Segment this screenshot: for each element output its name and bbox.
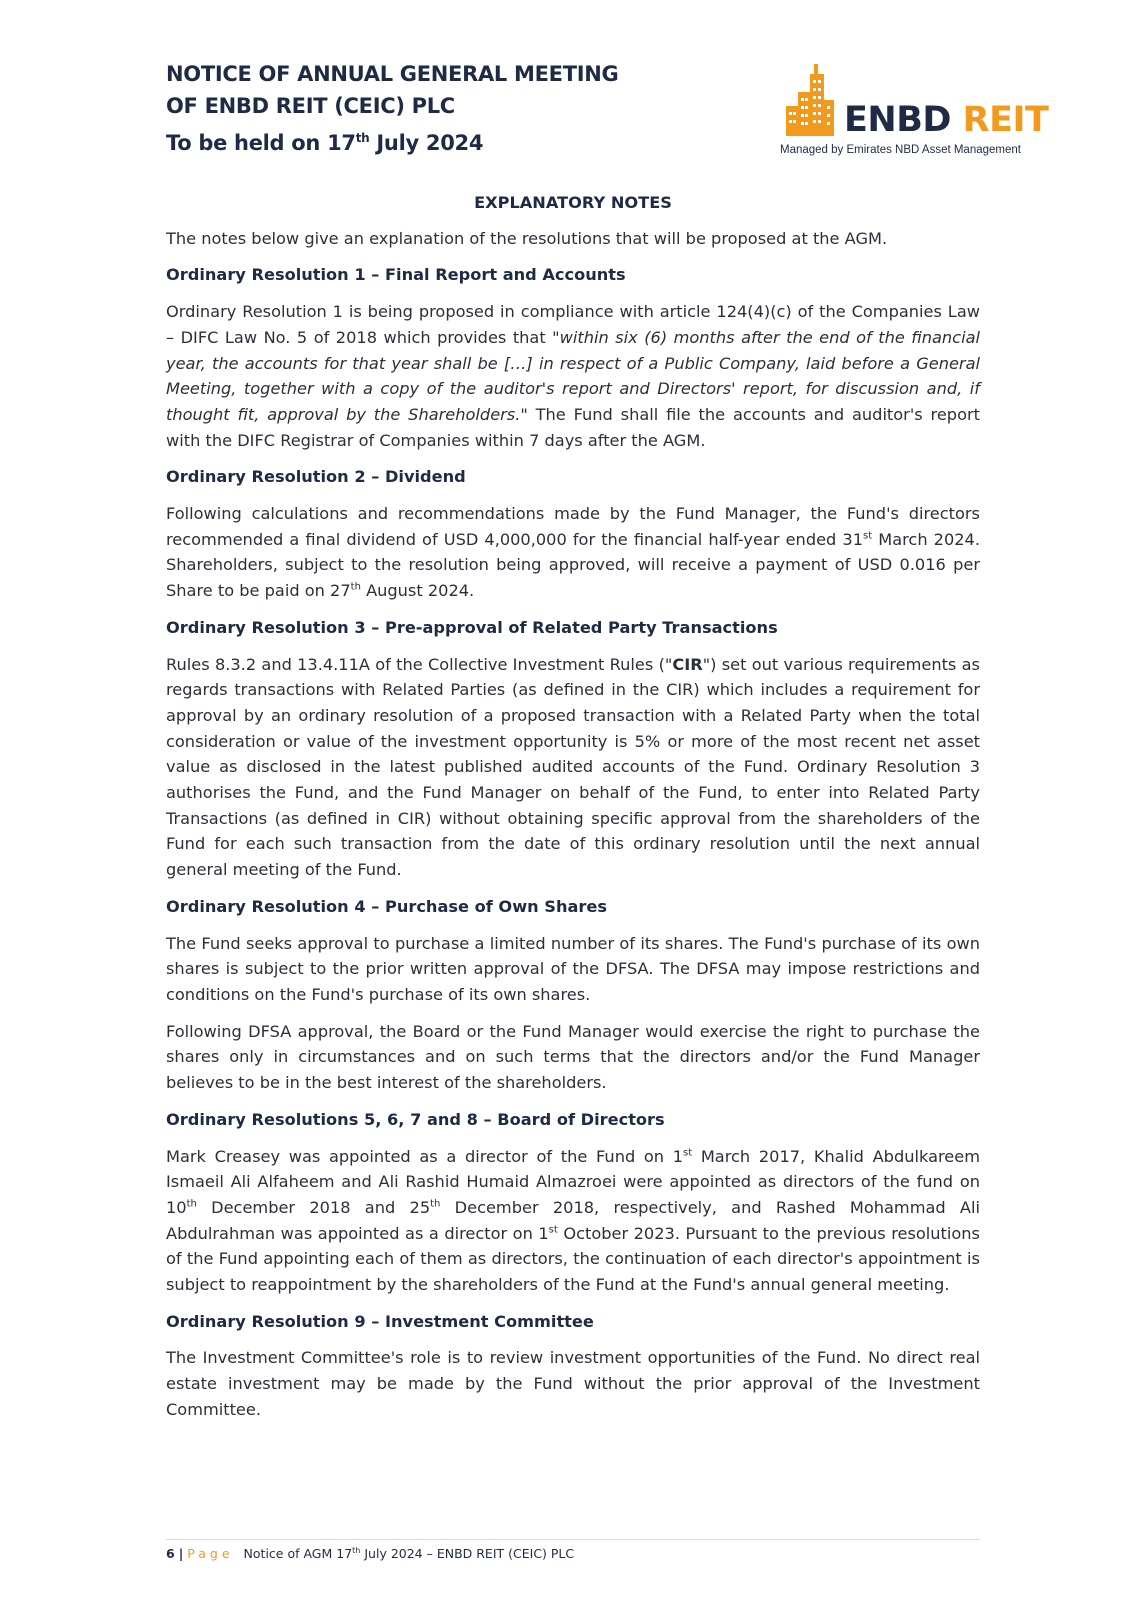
resolution-9-paragraph: The Investment Committee's role is to review investment opportunities of the Fund. No direct real estate investment may be made by the Fund without the prior approval of the Investment Committee.	[166, 1348, 980, 1419]
explanatory-notes	[166, 190, 980, 1434]
building-bars-icon	[780, 62, 840, 136]
board-text-d: December 2018, respectively, and Rashed Mohammad Ali Abdulrahman was appointed as a director on 1	[166, 1197, 980, 1243]
resolutions-5-8-heading: Ordinary Resolutions 5, 6, 7 and 8 – Board of Directors	[166, 1109, 665, 1129]
board-text-c: December 2018 and 25	[196, 1197, 431, 1217]
resolution-3-text-a: Rules 8.3.2 and 13.4.11A of the Collective Investment Rules ("	[166, 654, 673, 674]
resolution-2-text-b: March 2024. Shareholders, subject to the resolution being approved, will receive a payment of USD 0.016 per Share to be paid on 27	[166, 529, 980, 601]
resolution-1-heading: Ordinary Resolution 1 – Final Report and Accounts	[166, 265, 626, 285]
resolution-2-text-c: August 2024.	[360, 581, 475, 601]
resolution-3-text-b: ") set out various requirements as regards transactions with Related Parties (as defined in the CIR) which includes a requirement for approval by an ordinary resolution of a proposed transaction with a Related Party when the total consideration or value of the investment opportunity is 5% or more of the most recent net asset value as disclosed in the latest published audited accounts of the Fund. Ordinary Resolution 3 authorises the Fund, and the Fund Manager on behalf of the Fund, to enter into Related Party Transactions (as defined in CIR) without obtaining specific approval from the shareholders of the Fund for each such transaction from the date of this ordinary resolution until the next annual general meeting of the Fund.	[166, 654, 980, 880]
resolution-4-paragraph-1: The Fund seeks approval to purchase a limited number of its shares. The Fund's purchase of its own shares is subject to the prior written approval of the DFSA. The DFSA may impose restrictions and conditions on the Fund's purchase of its own shares.	[166, 933, 980, 1004]
resolution-1-paragraph	[166, 299, 980, 453]
ordinal-suffix: st	[548, 1224, 558, 1236]
meeting-date-suffix: July 2024	[369, 131, 484, 155]
resolution-2-paragraph	[166, 501, 980, 604]
notice-title-line-2: OF ENBD REIT (CEIC) PLC	[166, 94, 455, 118]
page-word: Page	[187, 1546, 234, 1562]
resolutions-5-8-paragraph	[166, 1144, 980, 1298]
footer-separator: |	[178, 1546, 184, 1562]
ordinal-suffix: th	[186, 1198, 197, 1210]
resolution-3-paragraph	[166, 652, 980, 883]
resolution-2-text-a: Following calculations and recommendations made by the Fund Manager, the Fund's directors recommended a final dividend of USD 4,000,000 for the financial half-year ended 31	[166, 504, 980, 549]
resolution-4-paragraph-2: Following DFSA approval, the Board or the Fund Manager would exercise the right to purchase the shares only in circumstances and on such terms that the directors and/or the Fund Manager believes to be in the best interest of the shareholders.	[166, 1021, 980, 1093]
cir-abbreviation: CIR	[672, 654, 703, 674]
meeting-date-ordinal: th	[355, 131, 370, 145]
footer-text-suffix: July 2024 – ENBD REIT (CEIC) PLC	[360, 1546, 575, 1562]
resolution-4-heading: Ordinary Resolution 4 – Purchase of Own Shares	[166, 896, 608, 916]
ordinal-suffix: st	[863, 530, 873, 542]
enbd-reit-logo	[780, 62, 1049, 162]
logo-wordmark	[844, 100, 1048, 140]
footer-ordinal: th	[352, 1546, 361, 1555]
board-text-a: Mark Creasey was appointed as a director of the Fund on 1	[166, 1146, 684, 1166]
page-number: 6	[166, 1546, 175, 1562]
logo-wordmark-reit: REIT	[962, 100, 1049, 140]
resolution-1-text-b: " The Fund shall file the accounts and auditor's report with the DIFC Registrar of Companies within 7 days after the AGM.	[166, 404, 980, 450]
intro-paragraph: The notes below give an explanation of the resolutions that will be proposed at the AGM.	[166, 228, 888, 248]
ordinal-suffix: st	[683, 1147, 693, 1159]
document-header	[166, 58, 1049, 168]
logo-tagline: Managed by Emirates NBD Asset Management	[780, 144, 1021, 156]
section-heading: EXPLANATORY NOTES	[474, 193, 672, 212]
logo-wordmark-enbd: ENBD	[844, 100, 951, 140]
ordinal-suffix: th	[350, 581, 361, 593]
meeting-date-prefix: To be held on 17	[166, 131, 356, 155]
board-text-b: March 2017, Khalid Abdulkareem Ismaeil Ali Alfaheem and Ali Rashid Humaid Almazroei were appointed as directors of the fund on 10	[166, 1146, 980, 1217]
board-text-e: October 2023. Pursuant to the previous resolutions of the Fund appointing each of them as directors, the continuation of each director's appointment is subject to reappointment by the shareholders of the Fund at the Fund's annual general meeting.	[166, 1223, 980, 1295]
resolution-3-heading: Ordinary Resolution 3 – Pre-approval of Related Party Transactions	[166, 617, 778, 637]
resolution-1-quote: within six (6) months after the end of the financial year, the accounts for that year shall be […] in respect of a Public Company, laid before a General Meeting, together with a copy of the auditor's report and Directors' report, for discussion and, if thought fit, approval by the Shareholders.	[166, 327, 980, 424]
notice-title-line-1: NOTICE OF ANNUAL GENERAL MEETING	[166, 62, 619, 86]
resolution-2-heading: Ordinary Resolution 2 – Dividend	[166, 467, 466, 487]
resolution-9-heading: Ordinary Resolution 9 – Investment Committee	[166, 1311, 594, 1331]
page-footer	[166, 1539, 980, 1567]
resolution-1-text-a: Ordinary Resolution 1 is being proposed in compliance with article 124(4)(c) of the Companies Law – DIFC Law No. 5 of 2018 which provides that "	[166, 302, 980, 347]
ordinal-suffix: th	[430, 1198, 441, 1210]
footer-text-prefix: Notice of AGM 17	[243, 1546, 353, 1562]
